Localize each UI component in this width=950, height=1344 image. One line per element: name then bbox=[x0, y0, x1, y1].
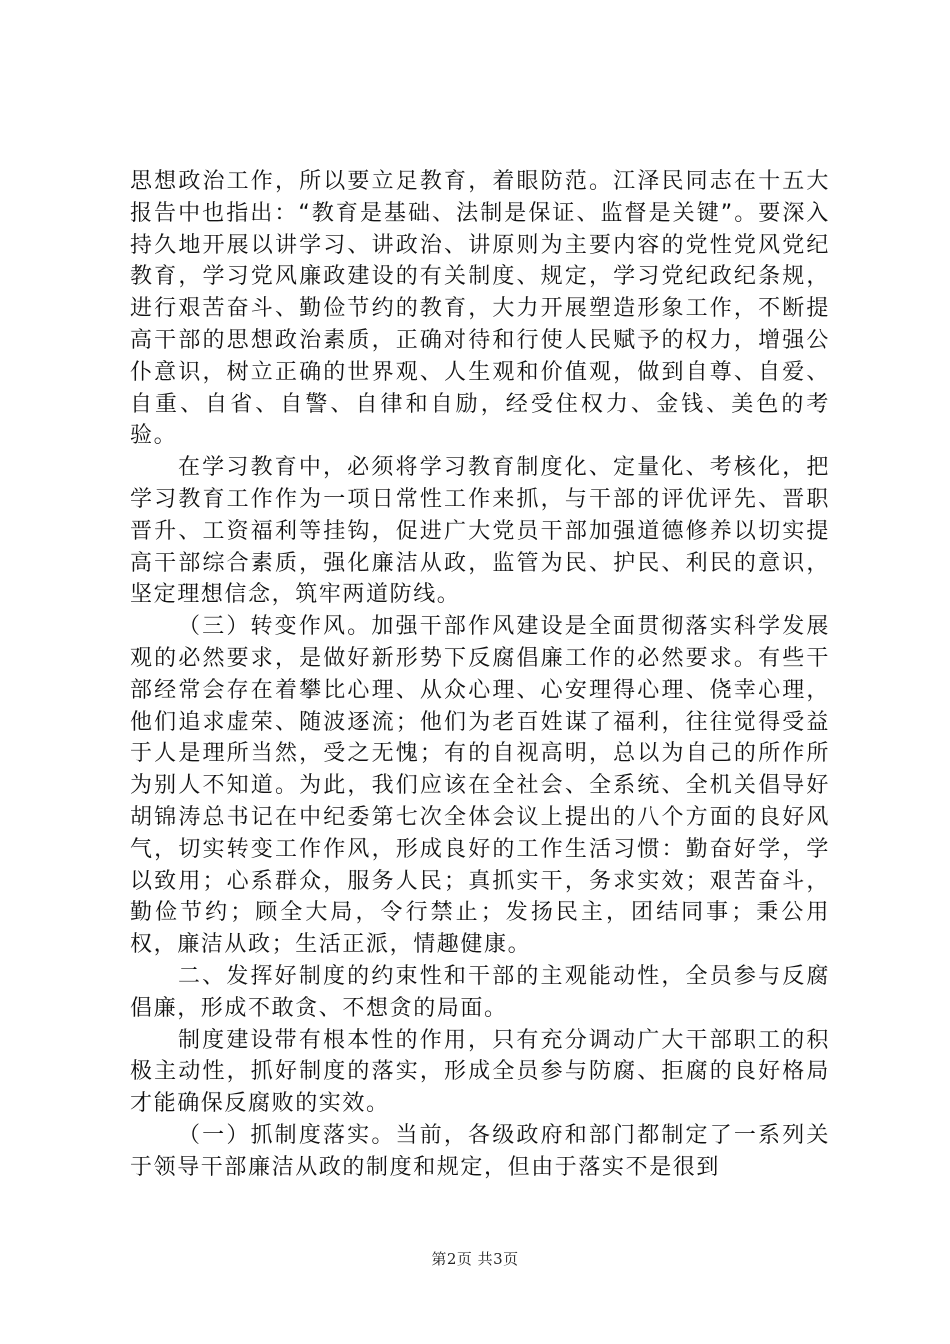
paragraph-implement-system: （一）抓制度落实。当前，各级政府和部门都制定了一系列关于领导干部廉洁从政的制度和规定，但由于落实不是很到 bbox=[130, 1122, 830, 1180]
paragraph-change-style: （三）转变作风。加强干部作风建设是全面贯彻落实科学发展观的必然要求，是做好新形势下反腐倡廉工作的必然要求。有些干部经常会存在着攀比心理、从众心理、心安理得心理、侥幸心理，他们追求虚荣、随波逐流；他们为老百姓谋了福利，往往觉得受益于人是理所当然，受之无愧；有的自视高明，总以为自己的所作所为别人不知道。为此，我们应该在全社会、全系统、全机关倡导好胡锦涛总书记在中纪委第七次全体会议上提出的八个方面的良好风气，切实转变工作作风，形成良好的工作生活习惯：勤奋好学，学以致用；心系群众，服务人民；真抓实干，务求实效；艰苦奋斗，勤俭节约；顾全大局，令行禁止；发扬民主，团结同事；秉公用权，廉洁从政；生活正派，情趣健康。 bbox=[130, 614, 830, 958]
paragraph-system-building: 制度建设带有根本性的作用，只有充分调动广大干部职工的积极主动性，抓好制度的落实，形成全员参与防腐、拒腐的良好格局才能确保反腐败的实效。 bbox=[130, 1027, 830, 1117]
section-heading-two: 二、发挥好制度的约束性和干部的主观能动性，全员参与反腐倡廉，形成不敢贪、不想贪的局面。 bbox=[130, 963, 830, 1021]
paragraph-continuation: 思想政治工作，所以要立足教育，着眼防范。江泽民同志在十五大报告中也指出：“教育是基础、法制是保证、监督是关键”。要深入持久地开展以讲学习、讲政治、讲原则为主要内容的党性党风党纪教育，学习党风廉政建设的有关制度、规定，学习党纪政纪条规，进行艰苦奋斗、勤俭节约的教育，大力开展塑造形象工作，不断提高干部的思想政治素质，正确对待和行使人民赋予的权力，增强公仆意识，树立正确的世界观、人生观和价值观，做到自尊、自爱、自重、自省、自警、自律和自励，经受住权力、金钱、美色的考验。 bbox=[130, 169, 830, 449]
page-number-footer: 第2页 共3页 bbox=[431, 1250, 519, 1268]
document-body bbox=[130, 166, 830, 1184]
paragraph-study-education: 在学习教育中，必须将学习教育制度化、定量化、考核化，把学习教育工作作为一项日常性工作来抓，与干部的评优评先、晋职晋升、工资福利等挂钩，促进广大党员干部加强道德修养以切实提高干部综合素质，强化廉洁从政，监管为民、护民、利民的意识，坚定理想信念，筑牢两道防线。 bbox=[130, 455, 830, 608]
